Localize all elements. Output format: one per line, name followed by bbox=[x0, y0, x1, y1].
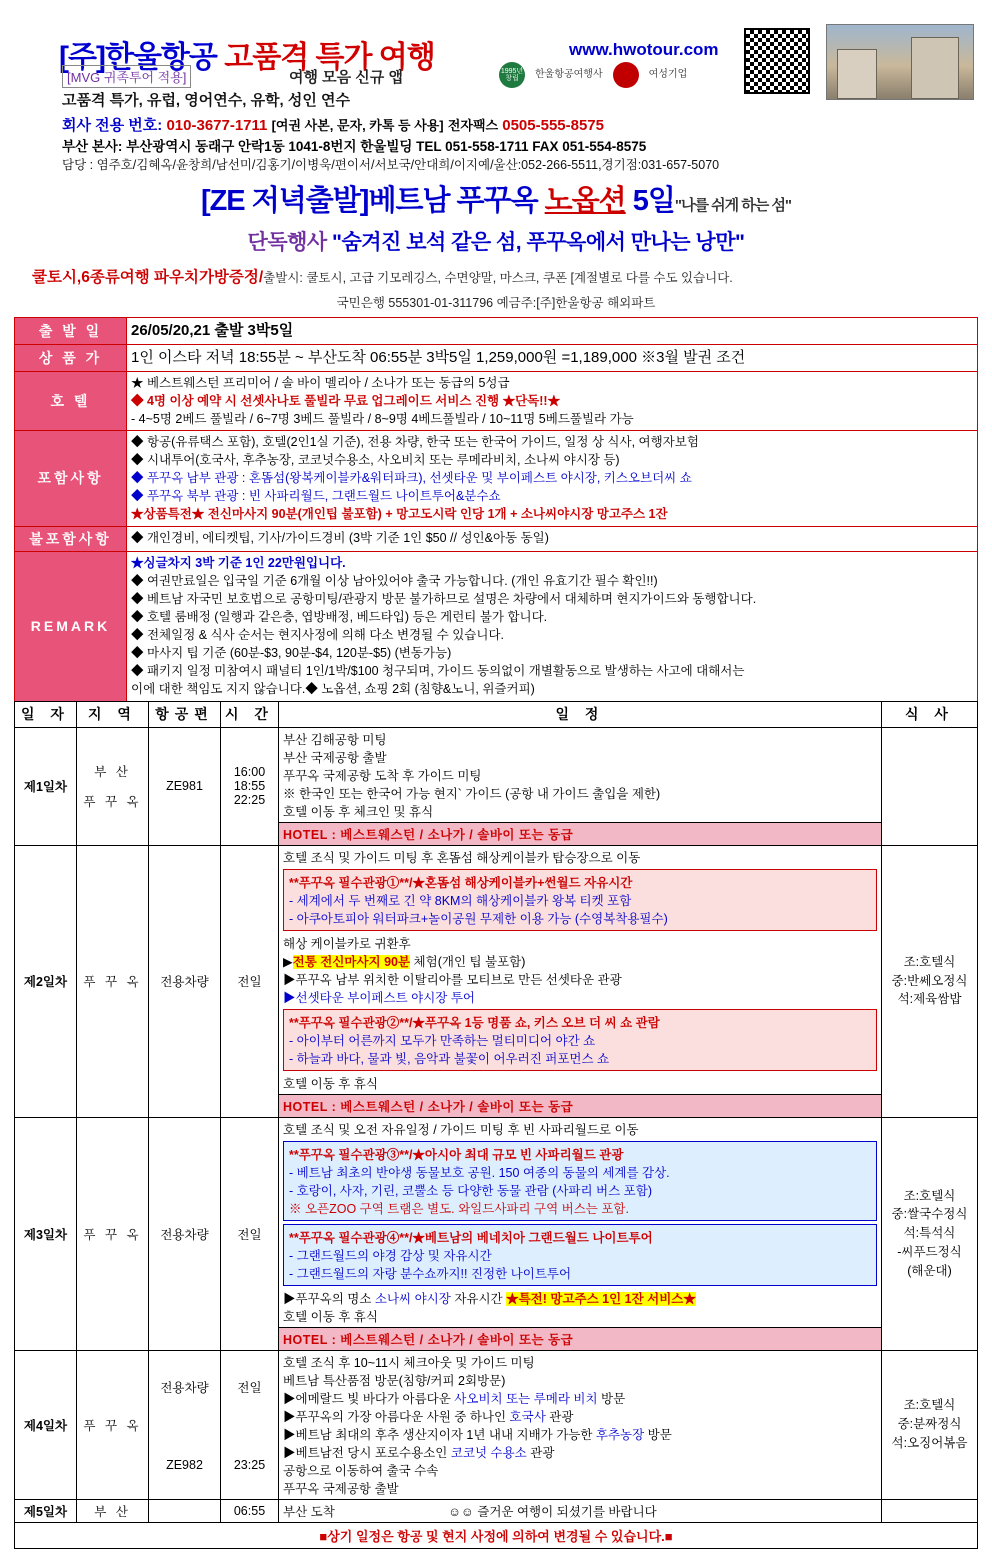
phone-label: 회사 전용 번호: bbox=[62, 117, 163, 134]
day-flight bbox=[149, 1499, 221, 1522]
schedule-line: 호텔 이동 후 휴식 bbox=[283, 1076, 378, 1091]
schedule-line-beach: ▶에메랄드 빛 바다가 아름다운 사오비치 또는 루메라 비치 방문 bbox=[283, 1391, 626, 1406]
day-meal bbox=[882, 1350, 978, 1499]
must-see-box-4 bbox=[283, 1224, 877, 1286]
schedule-line-coconut: ▶베트남전 당시 포로수용소인 코코넛 수용소 관광 bbox=[283, 1445, 555, 1460]
col-time: 시 간 bbox=[221, 701, 279, 727]
info-label: 불포함사항 bbox=[15, 526, 127, 551]
day-schedule bbox=[279, 1117, 882, 1327]
day-label: 제2일차 bbox=[15, 845, 77, 1117]
day-schedule bbox=[279, 1350, 882, 1499]
destination-photo bbox=[826, 24, 974, 100]
price-detail: 1인 이스타 저녁 18:55분 ~ 부산도착 06:55분 3박5일 1,259,000원 =1,189,000 ※3월 발권 조건 bbox=[131, 348, 746, 366]
info-value bbox=[127, 430, 978, 526]
product-subtitle bbox=[14, 226, 978, 256]
meal-breakfast: 조:호텔식 bbox=[903, 1188, 956, 1203]
box-line: - 그랜드월드의 자랑 분수쇼까지!! 진정한 나이트투어 bbox=[289, 1266, 572, 1281]
title-duration: 5일 bbox=[625, 185, 675, 217]
included-line-3: ◆ 푸꾸옥 남부 관광 : 혼똠섬(왕복케이블카&워터파크), 선셋타운 및 부이페스트 야시장, 키스오브더씨 쇼 bbox=[131, 471, 692, 486]
category-note: 고품격 특가, 유럽, 영어연수, 유학, 성인 연수 bbox=[62, 92, 351, 109]
meal-breakfast: 조:호텔식 bbox=[903, 1398, 956, 1413]
fax-label: 전자팩스 bbox=[447, 118, 499, 133]
hotel-bar: HOTEL : 베스트웨스턴 / 소나가 / 솔바이 또는 동급 bbox=[279, 1327, 882, 1350]
area-line-2: 푸 꾸 옥 bbox=[83, 795, 142, 809]
meal-lunch: 중:분짜정식 bbox=[897, 1417, 962, 1432]
remark-line-1: ★싱글차지 3박 기준 1인 22만원입니다. bbox=[131, 555, 346, 570]
app-note: 여행 모음 신규 앱 bbox=[289, 69, 403, 86]
schedule-line-temple: ▶푸꾸옥의 가장 아름다운 사원 중 하나인 호국사 관광 bbox=[283, 1409, 574, 1424]
must-see-box-1 bbox=[283, 869, 877, 931]
day-schedule bbox=[279, 845, 882, 1094]
day-area: 푸 꾸 옥 bbox=[77, 1350, 149, 1499]
included-line-1: ◆ 항공(유류택스 포함), 호텔(2인1실 기준), 전용 차량, 한국 또는 한국어 가이드, 일정 상 식사, 여행자보험 bbox=[131, 434, 699, 449]
day-flight: 전용차량 bbox=[149, 845, 221, 1117]
area-line-1: 부 산 bbox=[94, 765, 131, 779]
hotel-line-3: - 4~5명 2베드 풀빌라 / 6~7명 3베드 풀빌라 / 8~9명 4베드풀빌라 / 10~11명 5베드풀빌라 가능 bbox=[131, 411, 634, 426]
day-area bbox=[77, 727, 149, 845]
day-time: 06:55 bbox=[221, 1499, 279, 1522]
included-line-4: ◆ 푸꾸옥 북부 관광 : 빈 사파리월드, 그랜드월드 나이트투어&분수쇼 bbox=[131, 489, 501, 504]
info-row-excluded bbox=[15, 526, 978, 551]
schedule-line: 베트남 특산품점 방문(침향/커피 2회방문) bbox=[283, 1373, 506, 1388]
itinerary-table bbox=[14, 701, 978, 1523]
day-time: 전일 bbox=[221, 845, 279, 1117]
meal-dinner-place: (해운대) bbox=[907, 1263, 952, 1278]
schedule-line: 호텔 이동 후 체크인 및 휴식 bbox=[283, 804, 434, 819]
title-quote: "나를 쉬게 하는 섬" bbox=[674, 197, 792, 214]
remark-line-6: ◆ 마사지 팁 기준 (60분-$3, 90분-$4, 120분-$5) (변동가능) bbox=[131, 646, 452, 661]
col-flight: 항공편 bbox=[149, 701, 221, 727]
box-line: - 세계에서 두 번째로 긴 약 8KM의 해상케이블카 왕복 티켓 포함 bbox=[289, 893, 632, 908]
fax-number: 0505-555-8575 bbox=[502, 117, 604, 134]
itinerary-row-day4 bbox=[15, 1350, 978, 1499]
women-enterprise-icon: ♥ bbox=[613, 62, 639, 88]
qr-code-icon bbox=[744, 28, 810, 94]
schedule-line: ※ 한국인 또는 한국어 가능 현지` 가이드 (공항 내 가이드 출입을 제한) bbox=[283, 786, 661, 801]
day-meal bbox=[882, 845, 978, 1117]
box-title: **푸꾸옥 필수관광①**/★혼똠섬 해상케이블카+썬월드 자유시간 bbox=[289, 875, 633, 890]
schedule-line: 푸꾸옥 국제공항 도착 후 가이드 미팅 bbox=[283, 768, 482, 783]
info-value bbox=[127, 344, 978, 371]
gift-detail-text: 출발시: 쿨토시, 고급 기모레깅스, 수면양말, 마스크, 쿠폰 [계절별로 다를 수도 있습니다. bbox=[263, 271, 733, 285]
itinerary-footnote: ■상기 일정은 항공 및 현지 사정에 의하여 변경될 수 있습니다.■ bbox=[14, 1523, 978, 1549]
schedule-top: 호텔 조식 및 오전 자유일정 / 가이드 미팅 후 빈 사파리월드로 이동 bbox=[283, 1122, 639, 1137]
itinerary-row-day1 bbox=[15, 727, 978, 822]
schedule-line-massage: ▶전통 전신마사지 90분 체험(개인 팁 불포함) bbox=[283, 954, 526, 969]
founded-badge-text: 1995년 창립 bbox=[500, 67, 524, 82]
remark-line-3: ◆ 베트남 자국민 보호법으로 공항미팅/관광지 방문 불가하므로 설명은 차량에서 대체하며 현지가이드와 동행합니다. bbox=[131, 591, 757, 606]
schedule-line-pepper: ▶베트남 최대의 후추 생산지이자 1년 내내 지배가 가능한 후추농장 방문 bbox=[283, 1427, 672, 1442]
product-title bbox=[14, 178, 978, 219]
title-destination: 베트남 푸꾸옥 bbox=[368, 185, 545, 217]
remark-line-7: ◆ 패키지 일정 미참여시 패널티 1인/1박/$100 청구되며, 가이드 동의없이 개별활동으로 발생하는 사고에 대해서는 bbox=[131, 664, 745, 679]
subtitle-tag: 단독행사 bbox=[247, 231, 327, 254]
day-area: 푸 꾸 옥 bbox=[77, 845, 149, 1117]
schedule-line-night-market: ▶푸꾸옥의 명소 소나씨 야시장 자유시간 ★특전! 망고주스 1인 1잔 서비스★ bbox=[283, 1291, 696, 1306]
time-3: 22:25 bbox=[233, 793, 266, 807]
time-1: 16:00 bbox=[233, 765, 266, 779]
company-tagline: 고품격 특가 여행 bbox=[224, 41, 435, 74]
schedule-top: 호텔 조식 및 가이드 미팅 후 혼똠섬 해상케이블카 탑승장으로 이동 bbox=[283, 850, 641, 865]
hotel-line-1: ★ 베스트웨스턴 프리미어 / 솔 바이 멜리아 / 소나가 또는 동급의 5성급 bbox=[131, 375, 510, 390]
certification-badges bbox=[499, 62, 687, 88]
phone-note: [여권 사본, 문자, 카톡 등 사용] bbox=[271, 118, 444, 133]
day-time: 전일 bbox=[221, 1117, 279, 1350]
day-meal bbox=[882, 727, 978, 845]
flight-code: ZE982 bbox=[166, 1457, 203, 1472]
box-line: - 아이부터 어른까지 모두가 만족하는 멀티미디어 야간 쇼 bbox=[289, 1033, 596, 1048]
day-area: 부 산 bbox=[77, 1499, 149, 1522]
day-time bbox=[221, 1350, 279, 1499]
time-2: 23:25 bbox=[233, 1457, 266, 1472]
info-row-hotel bbox=[15, 371, 978, 430]
info-row-remark bbox=[15, 551, 978, 701]
day-flight: 전용차량 bbox=[149, 1117, 221, 1350]
office-address: 부산 본사: 부산광역시 동래구 안락1동 1041-8번지 한울빌딩 TEL 051-558-1711 FAX 051-554-8575 bbox=[62, 139, 647, 154]
schedule-line: 푸꾸옥 국제공항 출발 bbox=[283, 1481, 399, 1496]
time-2: 18:55 bbox=[233, 779, 266, 793]
info-value bbox=[127, 371, 978, 430]
box-line: - 하늘과 바다, 물과 빛, 음악과 불꽃이 어우러진 퍼포먼스 쇼 bbox=[289, 1051, 610, 1066]
company-phone-line bbox=[62, 114, 604, 135]
info-label: 호 텔 bbox=[15, 371, 127, 430]
col-day: 일 자 bbox=[15, 701, 77, 727]
must-see-box-3 bbox=[283, 1141, 877, 1221]
itinerary-row-day2 bbox=[15, 845, 978, 1094]
website-url[interactable]: www.hwotour.com bbox=[569, 40, 719, 59]
remark-line-2: ◆ 여권만료일은 입국일 기준 6개월 이상 남아있어야 출국 가능합니다. (개인 유효기간 필수 확인!!) bbox=[131, 573, 658, 588]
subtitle-quote: "숨겨진 보석 같은 섬, 푸꾸옥에서 만나는 낭만" bbox=[332, 231, 745, 254]
schedule-line: 호텔 조식 후 10~11시 체크아웃 및 가이드 미팅 bbox=[283, 1355, 535, 1370]
info-label: 상 품 가 bbox=[15, 344, 127, 371]
meal-dinner: 석:제육쌈밥 bbox=[897, 992, 962, 1007]
info-row-included bbox=[15, 430, 978, 526]
day-label: 제3일차 bbox=[15, 1117, 77, 1350]
day-label: 제1일차 bbox=[15, 727, 77, 845]
gift-red-text: 쿨토시,6종류여행 파우치가방증정/ bbox=[32, 269, 264, 286]
agency-label: 한울항공여행사 bbox=[535, 69, 603, 81]
remark-line-8: 이에 대한 책임도 지지 않습니다.◆ 노옵션, 쇼핑 2회 (침향&노니, 위즐커피) bbox=[131, 682, 535, 697]
included-special: ★상품특전★ 전신마사지 90분(개인팁 불포함) + 망고도시락 인당 1개 + 소나씨야시장 망고주스 1잔 bbox=[131, 507, 668, 522]
day-area: 푸 꾸 옥 bbox=[77, 1117, 149, 1350]
hotel-bar: HOTEL : 베스트웨스턴 / 소나가 / 솔바이 또는 동급 bbox=[279, 1094, 882, 1117]
founded-badge-icon bbox=[499, 62, 525, 88]
day-label: 제5일차 bbox=[15, 1499, 77, 1522]
info-label: 출 발 일 bbox=[15, 318, 127, 345]
meal-dinner-detail: -씨푸드정식 bbox=[897, 1244, 962, 1259]
mvg-note: [MVG 귀족투어 적용] bbox=[62, 65, 191, 88]
schedule-line: 해상 케이블카로 귀환후 bbox=[283, 936, 411, 951]
included-line-2: ◆ 시내투어(호국사, 후추농장, 코코넛수용소, 사오비치 또는 루메라비치, 소나씨 야시장 등) bbox=[131, 453, 620, 467]
women-enterprise-label: 여성기업 bbox=[648, 69, 688, 81]
flight-vehicle: 전용차량 bbox=[160, 1380, 209, 1395]
itinerary-header-row bbox=[15, 701, 978, 727]
meal-breakfast: 조:호텔식 bbox=[903, 954, 956, 969]
info-label: 포함사항 bbox=[15, 430, 127, 526]
info-value bbox=[127, 551, 978, 701]
box-line: - 그랜드월드의 야경 감상 및 자유시간 bbox=[289, 1248, 492, 1263]
remark-line-5: ◆ 전체일정 & 식사 순서는 현지사정에 의해 다소 변경될 수 있습니다. bbox=[131, 628, 504, 642]
staff-list: 담당 : 염주호/김혜옥/윤창희/남선미/김홍기/이병욱/편이서/서보국/안대희/이지예/울산:052-266-5511,경기점:031-657-5070 bbox=[62, 158, 720, 172]
day-schedule bbox=[279, 1499, 882, 1522]
gift-note bbox=[14, 265, 978, 287]
col-area: 지 역 bbox=[77, 701, 149, 727]
box-line: - 아쿠아토피아 워터파크+놀이공원 무제한 이용 가능 (수영복착용필수) bbox=[289, 911, 668, 926]
company-name: [주]한울항공 bbox=[59, 41, 217, 74]
meal-lunch: 중:반쎄오정식 bbox=[891, 973, 968, 988]
header bbox=[14, 10, 978, 172]
itinerary-row-day5 bbox=[15, 1499, 978, 1522]
info-value bbox=[127, 318, 978, 345]
schedule-line: 호텔 이동 후 휴식 bbox=[283, 1309, 378, 1324]
day-meal bbox=[882, 1499, 978, 1522]
info-row-departure bbox=[15, 318, 978, 345]
box-line: - 호랑이, 사자, 기린, 코뿔소 등 다양한 동물 관람 (사파리 버스 포함) bbox=[289, 1183, 652, 1198]
info-row-price bbox=[15, 344, 978, 371]
schedule-line: 부산 김해공항 미팅 bbox=[283, 732, 387, 747]
hotel-bar: HOTEL : 베스트웨스턴 / 소나가 / 솔바이 또는 동급 bbox=[279, 822, 882, 845]
day-flight: ZE981 bbox=[149, 727, 221, 845]
col-meal: 식 사 bbox=[882, 701, 978, 727]
schedule-line: 부산 도착 bbox=[283, 1504, 335, 1519]
schedule-line: 공항으로 이동하여 출국 수속 bbox=[283, 1463, 439, 1478]
box-line: ※ 오픈ZOO 구역 트램은 별도. 와일드사파리 구역 버스는 포함. bbox=[289, 1201, 629, 1216]
must-see-box-2 bbox=[283, 1009, 877, 1071]
col-schedule: 일 정 bbox=[279, 701, 882, 727]
itinerary-row-day3 bbox=[15, 1117, 978, 1327]
title-no-option: 노옵션 bbox=[544, 185, 626, 217]
schedule-line: 부산 국제공항 출발 bbox=[283, 750, 387, 765]
box-title: **푸꾸옥 필수관광②**/★푸꾸옥 1등 명품 쇼, 키스 오브 더 씨 쇼 관람 bbox=[289, 1015, 660, 1030]
day-time bbox=[221, 727, 279, 845]
day-label: 제4일차 bbox=[15, 1350, 77, 1499]
schedule-line: ▶푸꾸옥 남부 위치한 이탈리아를 모티브로 만든 선셋타운 관광 bbox=[283, 972, 622, 987]
box-title: **푸꾸옥 필수관광③**/★아시아 최대 규모 빈 사파리월드 관광 bbox=[289, 1147, 624, 1162]
info-value bbox=[127, 526, 978, 551]
product-info-table bbox=[14, 317, 978, 702]
info-label: REMARK bbox=[15, 551, 127, 701]
phone-number: 010-3677-1711 bbox=[166, 117, 268, 134]
title-departure-tag: [ZE 저녁출발] bbox=[200, 185, 369, 217]
schedule-line: ▶선셋타운 부이페스트 야시장 투어 bbox=[283, 990, 475, 1005]
meal-lunch: 중:쌀국수정식 bbox=[891, 1207, 968, 1222]
remark-line-4: ◆ 호텔 룸배정 (일행과 같은층, 엽방배정, 베드타입) 등은 게런티 불가 합니다. bbox=[131, 609, 548, 624]
schedule-closing: ☺☺ 즐거운 여행이 되셨기를 바랍니다 bbox=[448, 1504, 657, 1519]
hotel-line-2: ◆ 4명 이상 예약 시 선셋사나토 풀빌라 무료 업그레이드 서비스 진행 ★단독!!★ bbox=[131, 393, 561, 408]
box-title: **푸꾸옥 필수관광④**/★베트남의 베네치아 그랜드월드 나이트투어 bbox=[289, 1230, 653, 1245]
departure-dates: 26/05/20,21 출발 3박5일 bbox=[131, 322, 294, 339]
bank-account: 국민은행 555301-01-311796 예금주:[주]한울항공 해외파트 bbox=[336, 296, 656, 310]
meal-dinner: 석:특석식 bbox=[903, 1226, 956, 1241]
box-line: - 베트남 최초의 반야생 동물보호 공원. 150 여종의 동물의 세계를 감상. bbox=[289, 1165, 670, 1180]
day-flight bbox=[149, 1350, 221, 1499]
time-1: 전일 bbox=[237, 1380, 262, 1395]
excluded-line-1: ◆ 개인경비, 에티켓팁, 기사/가이드경비 (3박 기준 1인 $50 // 성인&아동 동일) bbox=[131, 531, 549, 546]
meal-dinner: 석:오징어볶음 bbox=[891, 1435, 968, 1450]
day-meal bbox=[882, 1117, 978, 1350]
day-schedule bbox=[279, 727, 882, 822]
